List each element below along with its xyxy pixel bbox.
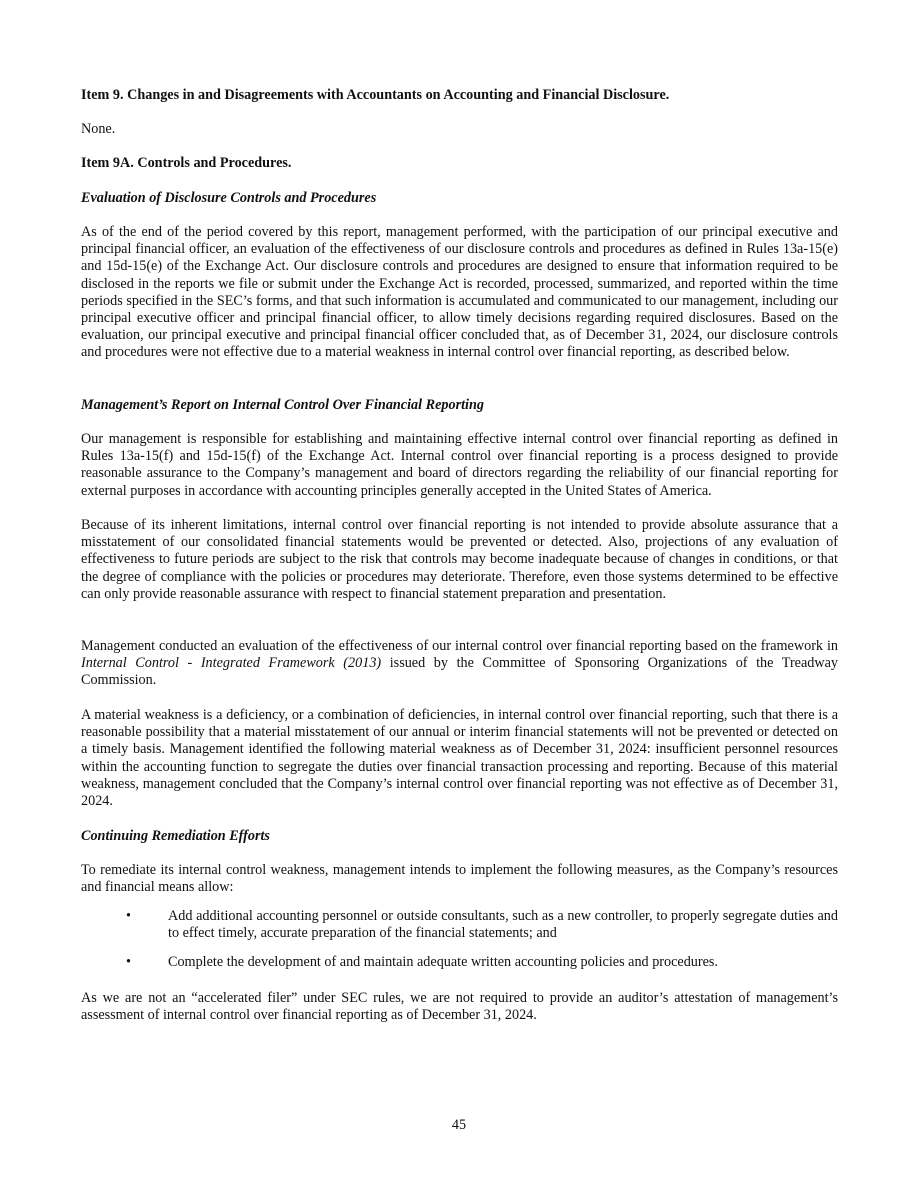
management-paragraph3-block	[81, 638, 838, 690]
paragraph3-after: issued by the Committee of Sponsoring Organizations of the Treadway Commission.	[81, 655, 838, 689]
management-paragraph4-block	[81, 707, 838, 810]
management-paragraph-3	[81, 638, 838, 690]
evaluation-paragraph: As of the end of the period covered by this report, management performed, with the participation of our principal executive and principal financial officer, an evaluation of the effectiveness of our disclosure controls and procedures as defined in Rules 13a-15(e) and 15d-15(e) of the Exchange Act. Our disclosure controls and procedures are designed to ensure that information required to be disclosed in the reports we file or submit under the Exchange Act is recorded, processed, summarized, and reported within the time periods specified in the SEC’s forms, and that such information is accumulated and communicated to our management, including our principal executive officer and principal financial officer, to allow timely decisions regarding required disclosures. Based on the evaluation, our principal executive and principal financial officer concluded that, as of December 31, 2024, our disclosure controls and procedures were not effective due to a material weakness in internal control over financial reporting, as described below.	[81, 224, 838, 361]
bullet-dot: •	[126, 908, 131, 924]
remediation-subheading: Continuing Remediation Efforts	[81, 828, 270, 844]
bullet-text: Complete the development of and maintain adequate written accounting policies and procedures.	[168, 954, 718, 970]
item9-body-block	[81, 121, 838, 138]
item9-section	[81, 87, 838, 104]
management-paragraph-1: Our management is responsible for establishing and maintaining effective internal control over financial reporting as defined in Rules 13a-15(f) and 15d-15(f) of the Exchange Act. Internal control over financial reporting is a process designed to provide reasonable assurance to the Company’s management and board of directors regarding the reliability of our financial reporting for external purposes in accordance with accounting principles generally accepted in the United States of America.	[81, 431, 838, 499]
page-number: 45	[451, 1117, 467, 1133]
management-paragraph2-block	[81, 517, 838, 603]
management-report-section	[81, 397, 838, 414]
remediation-closing-block	[81, 990, 838, 1024]
evaluation-paragraph-block	[81, 224, 838, 362]
bullet-text: Add additional accounting personnel or outside consultants, such as a new controller, to properly segregate duties and to effect timely, accurate preparation of the financial statements; and	[168, 908, 838, 942]
evaluation-section	[81, 190, 838, 207]
item9-body: None.	[81, 121, 116, 137]
management-paragraph1-block	[81, 431, 838, 500]
remediation-closing: As we are not an “accelerated filer” under SEC rules, we are not required to provide an auditor’s attestation of management’s assessment of internal control over financial reporting as of December 31, 2024.	[81, 990, 838, 1024]
framework-title: Internal Control - Integrated Framework (2013)	[81, 655, 382, 672]
remediation-section	[81, 828, 838, 845]
bullet-dot: •	[126, 954, 131, 970]
remediation-intro-block	[81, 862, 838, 896]
bullet-item	[81, 954, 838, 971]
item9-heading: Item 9. Changes in and Disagreements with Accountants on Accounting and Financial Disclosure.	[81, 87, 670, 103]
paragraph3-before: Management conducted an evaluation of the effectiveness of our internal control over financial reporting based on the framework in	[81, 638, 838, 654]
management-paragraph-4: A material weakness is a deficiency, or a combination of deficiencies, in internal control over financial reporting, such that there is a reasonable possibility that a material misstatement of our annual or interim financial statements will not be prevented or detected on a timely basis. Management identified the following material weakness as of December 31, 2024: insufficient personnel resources within the accounting function to segregate the duties over financial transaction processing and reporting. Because of this material weakness, management concluded that the Company’s internal control over financial reporting was not effective as of December 31, 2024.	[81, 707, 838, 810]
item9a-section	[81, 155, 838, 172]
item9a-heading: Item 9A. Controls and Procedures.	[81, 155, 292, 171]
evaluation-subheading: Evaluation of Disclosure Controls and Procedures	[81, 190, 377, 206]
remediation-intro: To remediate its internal control weakness, management intends to implement the following measures, as the Company’s resources and financial means allow:	[81, 862, 838, 896]
management-paragraph-2: Because of its inherent limitations, internal control over financial reporting is not intended to provide absolute assurance that a misstatement of our consolidated financial statements would be prevented or detected. Also, projections of any evaluation of effectiveness to future periods are subject to the risk that controls may become inadequate because of changes in conditions, or that the degree of compliance with the policies or procedures may deteriorate. Therefore, even those systems determined to be effective can only provide reasonable assurance with respect to financial statement preparation and presentation.	[81, 517, 838, 602]
management-report-subheading: Management’s Report on Internal Control Over Financial Reporting	[81, 397, 484, 413]
bullet-item	[81, 908, 838, 942]
